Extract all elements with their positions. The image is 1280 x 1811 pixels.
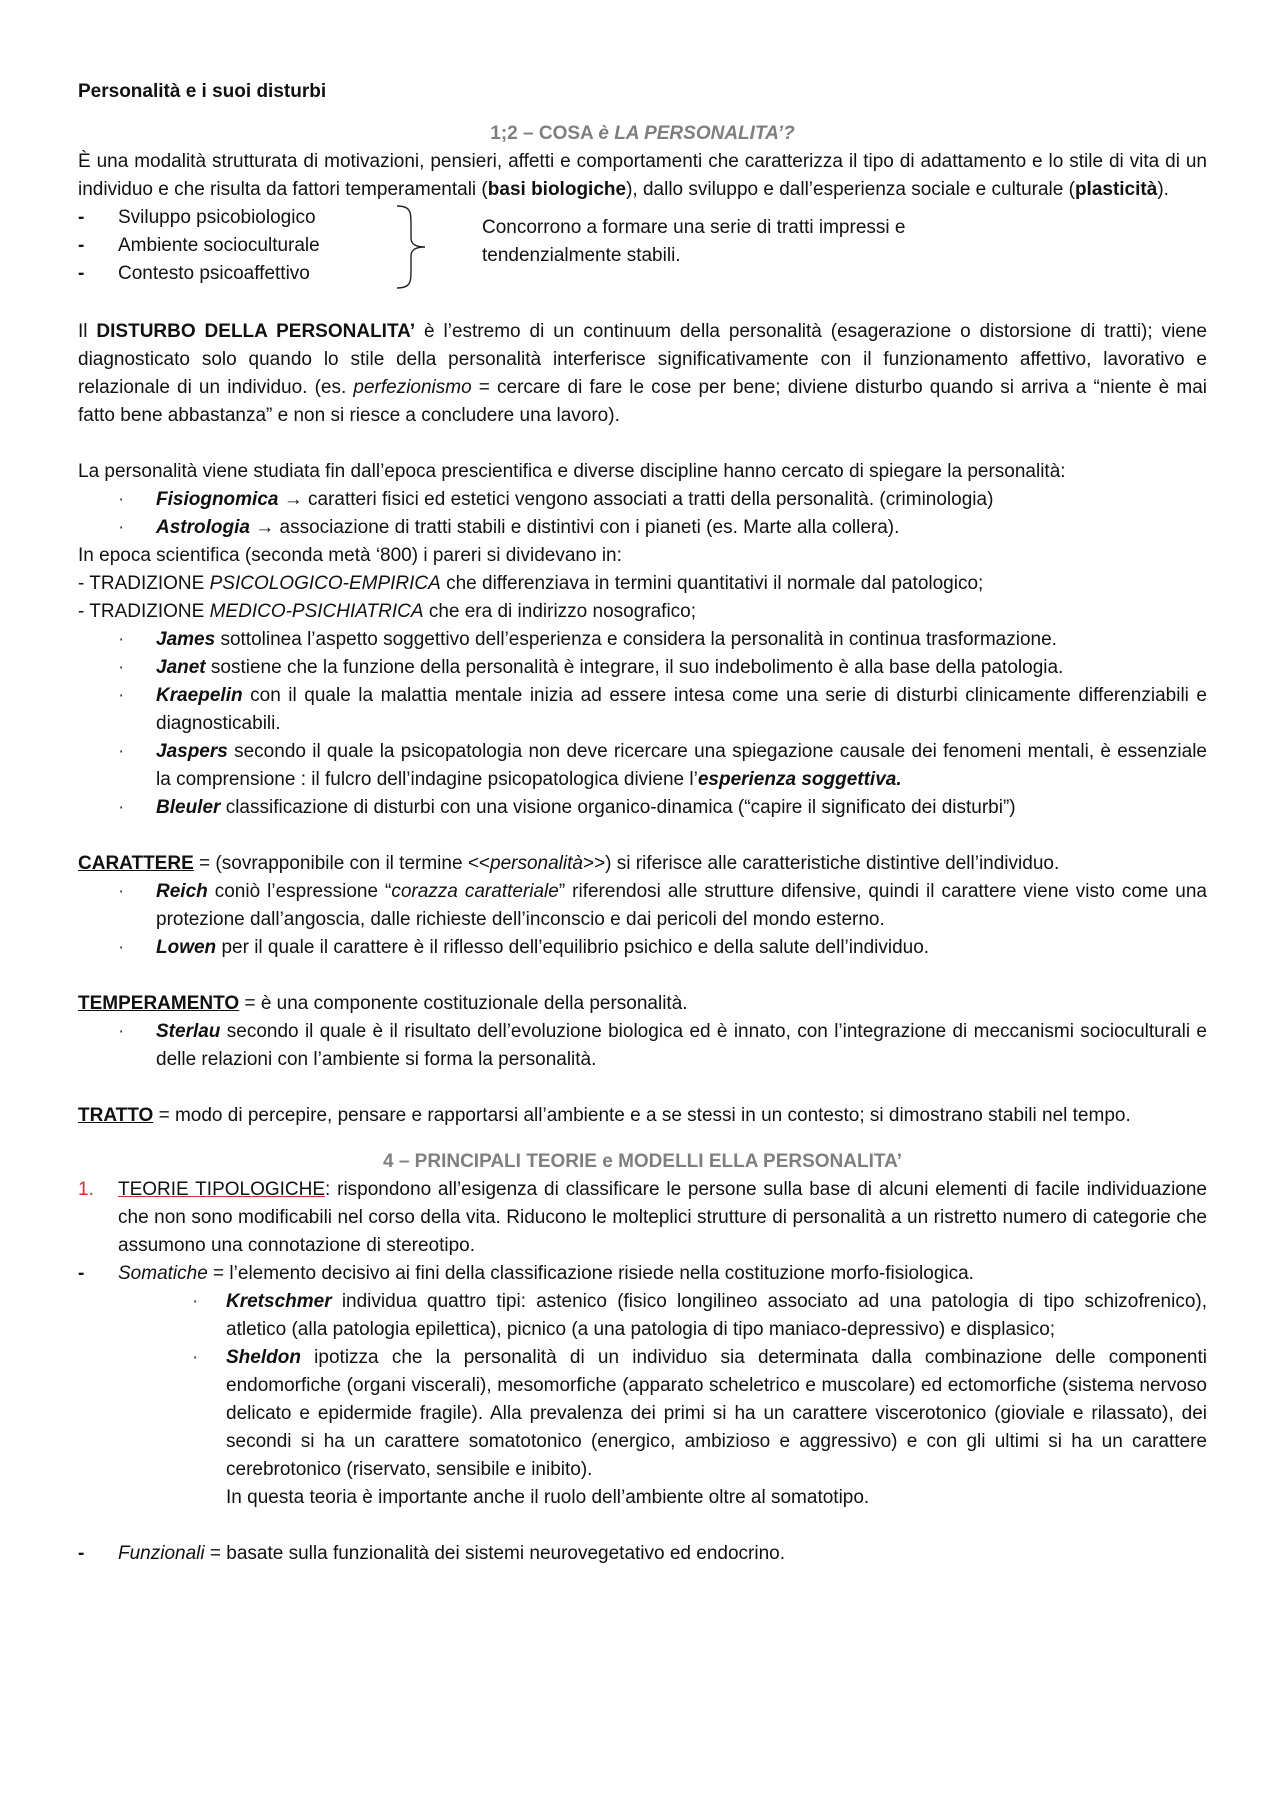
factors-note: Concorrono a formare una serie di tratti impressi e tendenzialmente stabili. — [482, 217, 906, 266]
document-title: Personalità e i suoi disturbi — [78, 81, 327, 102]
carattere-paragraph: CARATTERE = (sovrapponibile con il termine <<personalità>>) si riferisce alle caratteristiche distintive dell’individuo. — [78, 853, 1060, 874]
list-item: · Kretschmer individua quattro tipi: astenico (fisico longilineo associato ad una patologia di tipo schizofrenico), atletico (alla patologia epilettica), picnico (a una patologia di tipo maniaco-depressivo) e displasico; — [226, 1288, 1207, 1344]
temperamento-paragraph: TEMPERAMENTO = è una componente costituzionale della personalità. — [78, 993, 688, 1014]
prescientific-list — [78, 486, 1207, 542]
tradition-psichiatrica: - TRADIZIONE MEDICO-PSICHIATRICA che era di indirizzo nosografico; — [78, 601, 697, 622]
list-item: · Sterlau secondo il quale è il risultato dell’evoluzione biologica ed è innato, con l’integrazione di meccanismi socioculturali e delle relazioni con l’ambiente si forma la personalità. — [156, 1018, 1207, 1074]
list-item: · Reich coniò l’espressione “corazza caratteriale” riferendosi alle strutture difensive, quindi il carattere viene visto come una protezione dall’angoscia, dalle richieste dell’inconscio e dai pericoli del mondo esterno. — [156, 878, 1207, 934]
arrow-icon: → — [255, 517, 275, 538]
somatiche-authors-list — [78, 1288, 1207, 1484]
disturbo-paragraph: Il DISTURBO DELLA PERSONALITA’ è l’estremo di un continuum della personalità (esagerazione o distorsione di tratti); viene diagnosticato solo quando lo stile della personalità interferisce significativamente con il funzionamento affettivo, lavorativo e relazionale di un individuo. (es. perfezionismo = cercare di fare le cose per bene; diviene disturbo quando si arriva a “niente è mai fatto bene abbastanza” e non si riesce a concludere una lavoro). — [78, 321, 1207, 426]
dash-marker: - — [78, 1263, 85, 1284]
list-item: · Janet sostiene che la funzione della personalità è integrare, il suo indebolimento è alla base della patologia. — [156, 654, 1207, 682]
sheldon-note: In questa teoria è importante anche il ruolo dell’ambiente oltre al somatotipo. — [226, 1487, 870, 1508]
list-item: - Ambiente socioculturale — [78, 232, 418, 260]
list-number: 1. — [78, 1179, 94, 1200]
somatiche-item: - Somatiche = l’elemento decisivo ai fini della classificazione risiede nella costituzione morfo-fisiologica. — [78, 1260, 1207, 1288]
list-item: · Jaspers secondo il quale la psicopatologia non deve ricercare una spiegazione causale dei fenomeni mentali, è essenziale la comprensione : il fulcro dell’indagine psicopatologica diviene l’esperienza soggettiva. — [156, 738, 1207, 794]
list-item: · Fisiognomica → caratteri fisici ed estetici vengono associati a tratti della personalità. (criminologia) — [156, 486, 1207, 514]
tradition-empirica: - TRADIZIONE PSICOLOGICO-EMPIRICA che differenziava in termini quantitativi il normale dal patologico; — [78, 573, 984, 594]
carattere-list — [78, 878, 1207, 962]
funzionali-item: - Funzionali = basate sulla funzionalità dei sistemi neurovegetativo ed endocrino. — [78, 1540, 1207, 1568]
definition-paragraph: È una modalità strutturata di motivazioni, pensieri, affetti e comportamenti che caratterizza il tipo di adattamento e lo stile di vita di un individuo e che risulta da fattori temperamentali (basi biologiche), dallo sviluppo e dall’esperienza sociale e culturale (plasticità). — [78, 151, 1207, 200]
document-page — [78, 78, 1207, 1568]
temperamento-list — [78, 1018, 1207, 1074]
authors-list — [78, 626, 1207, 822]
factors-list — [78, 204, 418, 288]
tratto-paragraph: TRATTO = modo di percepire, pensare e rapportarsi all’ambiente e a se stessi in un contesto; si dimostrano stabili nel tempo. — [78, 1105, 1131, 1126]
list-item: - Contesto psicoaffettivo — [78, 260, 418, 288]
section-heading-personalita: 1;2 – COSA è LA PERSONALITA’? — [490, 123, 795, 144]
scientific-paragraph: In epoca scientifica (seconda metà ‘800) i pareri si dividevano in: — [78, 545, 622, 566]
list-item: · Kraepelin con il quale la malattia mentale inizia ad essere intesa come una serie di disturbi clinicamente differenziabili e diagnosticabili. — [156, 682, 1207, 738]
list-item: · Astrologia → associazione di tratti stabili e distintivi con i pianeti (es. Marte alla collera). — [156, 514, 1207, 542]
section-heading-teorie: 4 – PRINCIPALI TEORIE e MODELLI ELLA PERSONALITA’ — [382, 1151, 903, 1172]
list-item: · Bleuler classificazione di disturbi con una visione organico-dinamica (“capire il significato dei disturbi”) — [156, 794, 1207, 822]
list-item: · James sottolinea l’aspetto soggettivo dell’esperienza e considera la personalità in continua trasformazione. — [156, 626, 1207, 654]
studied-paragraph: La personalità viene studiata fin dall’epoca prescientifica e diverse discipline hanno cercato di spiegare la personalità: — [78, 461, 1066, 482]
teorie-tipologiche-item: 1. TEORIE TIPOLOGICHE: rispondono all’esigenza di classificare le persone sulla base di alcuni elementi di facile individuazione che non sono modificabili nel corso della vita. Riducono le molteplici strutture di personalità a un ristretto numero di categorie che assumono una connotazione di stereotipo. — [78, 1176, 1207, 1260]
list-item: · Sheldon ipotizza che la personalità di un individuo sia determinata dalla combinazione delle componenti endomorfiche (organi viscerali), mesomorfiche (apparato scheletrico e muscolare) ed ectomorfiche (sistema nervoso delicato e epidermide fragile). Alla prevalenza dei primi si ha un carattere viscerotonico (gioviale e rilassato), dei secondi si ha un carattere somatotonico (energico, ambizioso e aggressivo) e con gli ultimi si ha un carattere cerebrotonico (riservato, sensibile e inibito). — [226, 1344, 1207, 1484]
list-item: - Sviluppo psicobiologico — [78, 204, 418, 232]
factors-block — [78, 204, 1207, 290]
curly-brace-icon — [393, 204, 433, 290]
dash-marker: - — [78, 1543, 85, 1564]
list-item: · Lowen per il quale il carattere è il riflesso dell’equilibrio psichico e della salute dell’individuo. — [156, 934, 1207, 962]
arrow-icon: → — [283, 489, 303, 510]
